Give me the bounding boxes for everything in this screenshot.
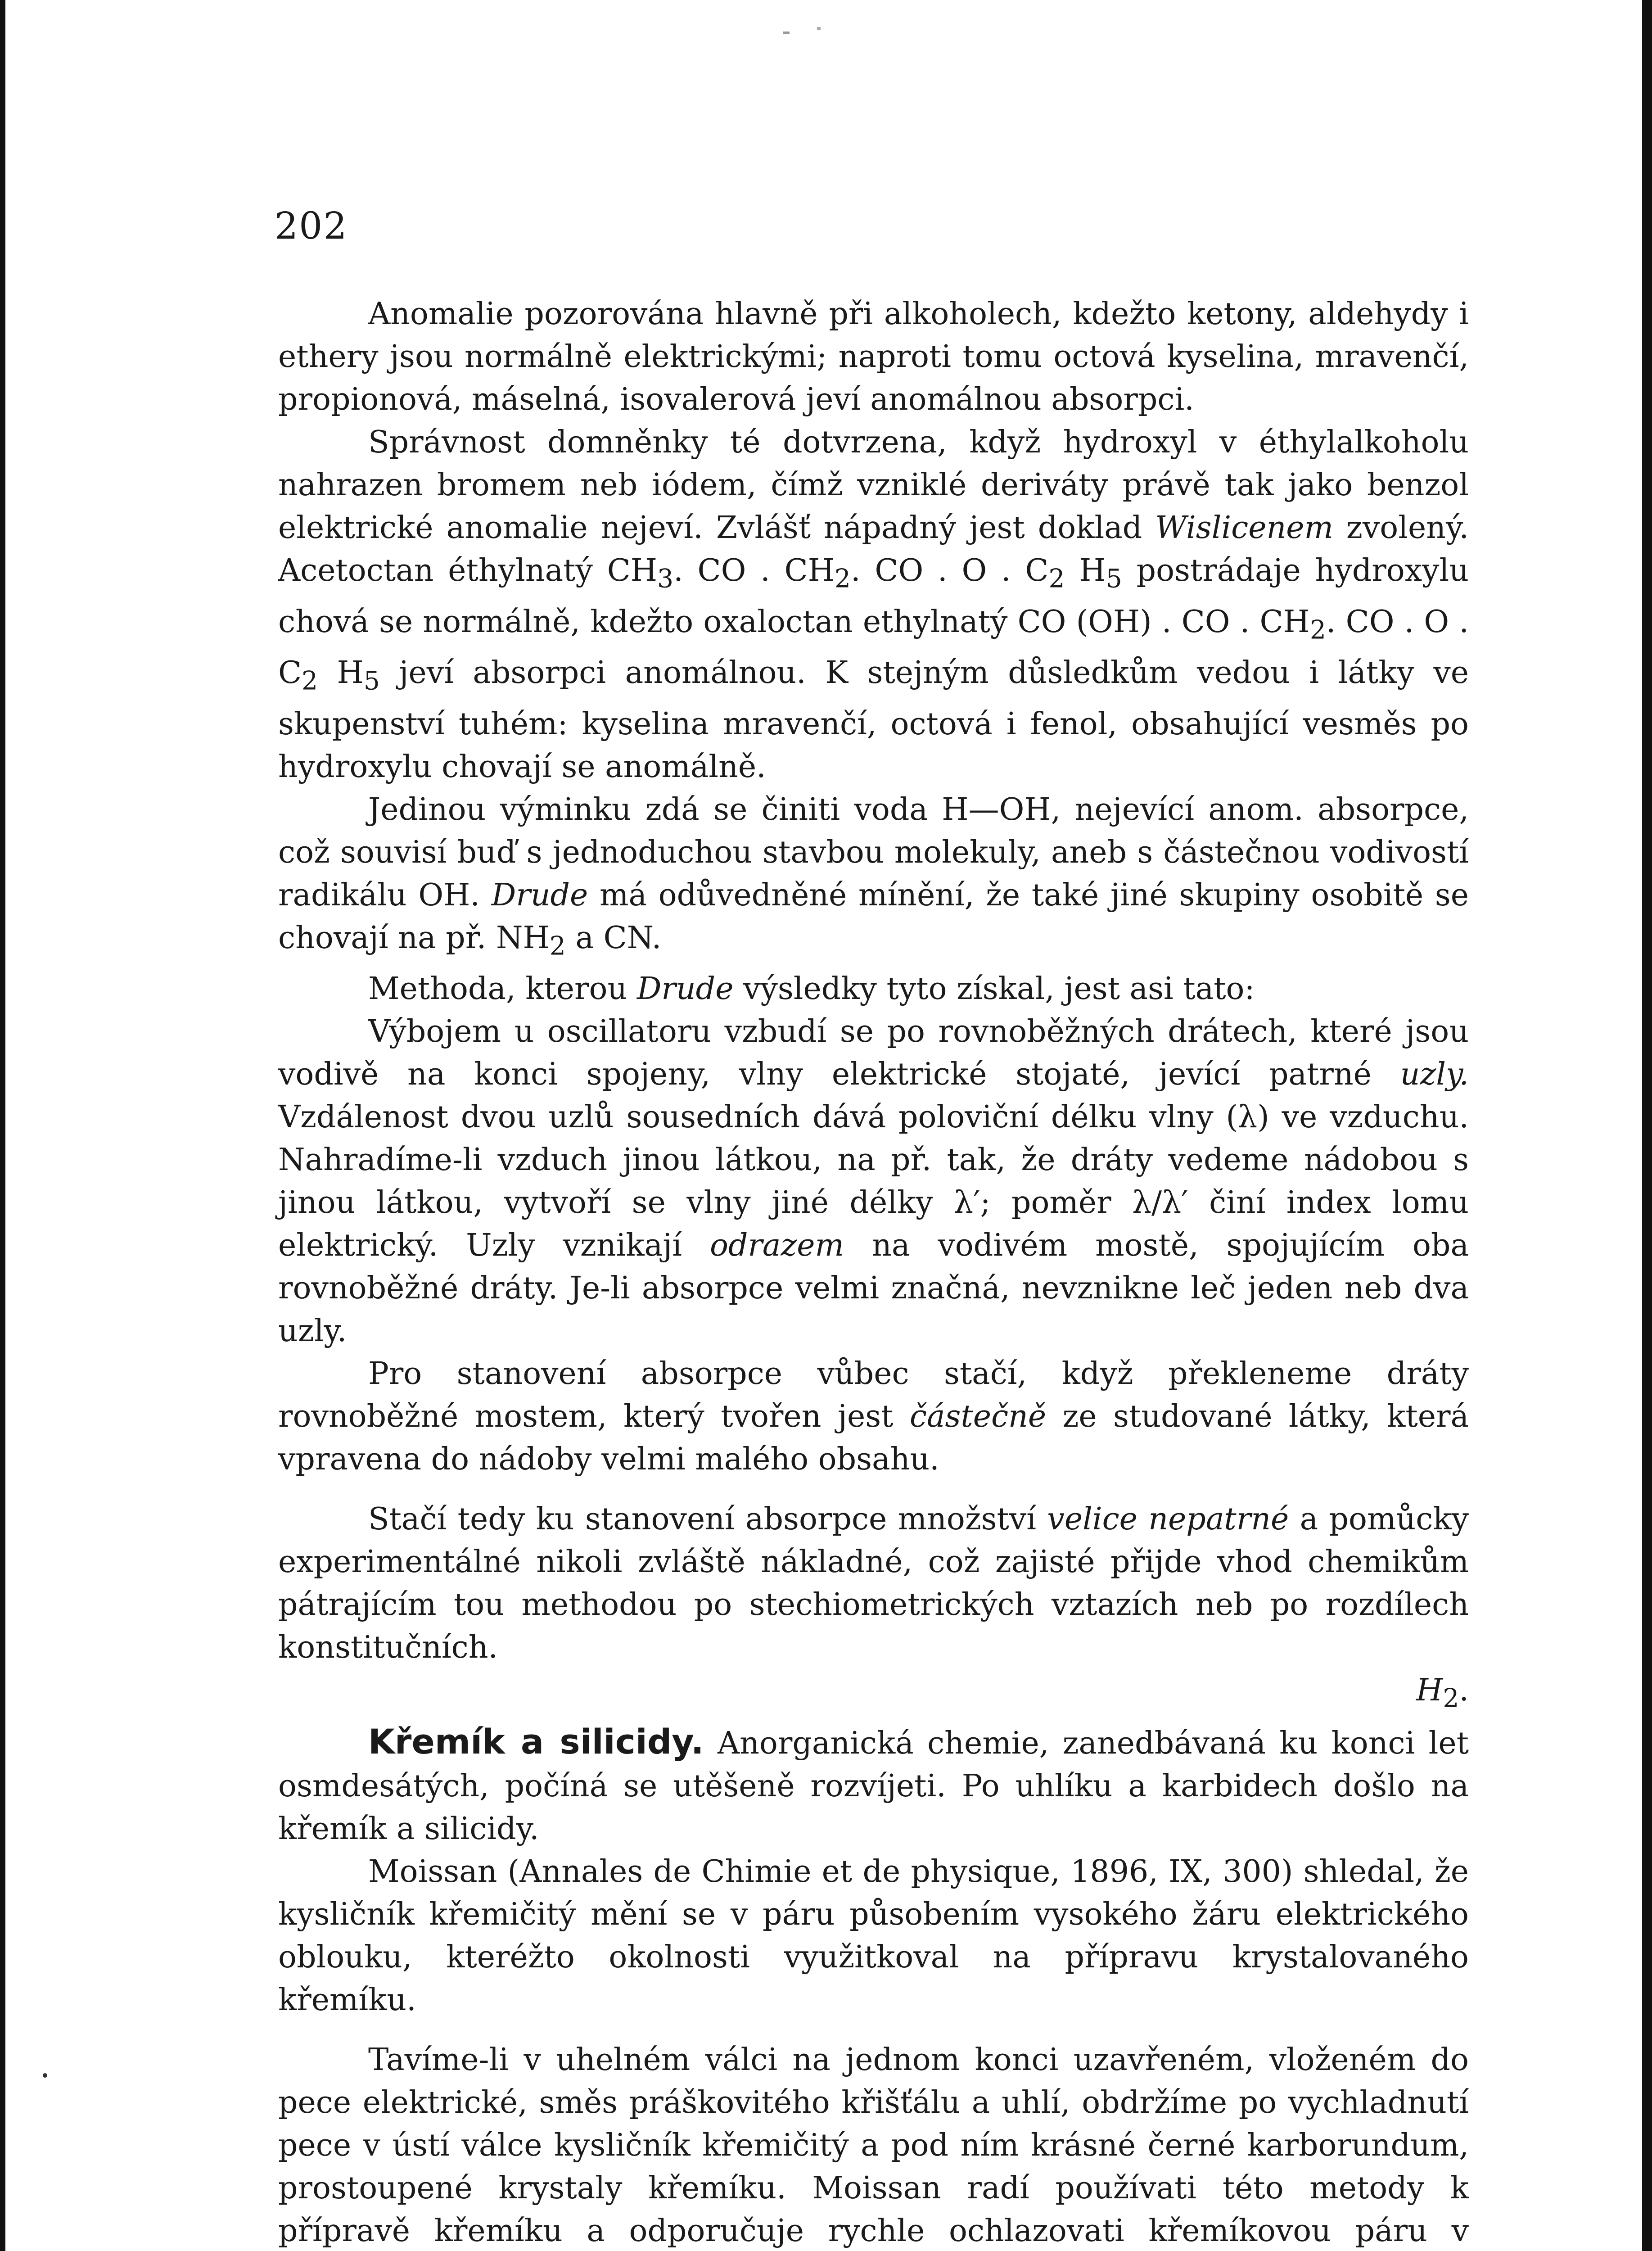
signature-dot: .	[1459, 1672, 1469, 1709]
person-name: Drude	[636, 971, 734, 1007]
paragraph-text: Stačí tedy ku stanovení absorpce množství	[368, 1501, 1047, 1537]
person-name: Wislicenem	[1155, 510, 1333, 546]
paragraph-text: Anorganická chemie, zanedbávaná ku konci let osmdesátých, počíná se utěšeně rozvíjeti. Po uhlíku a karbidech došlo na křemík a silicidy.	[278, 1725, 1469, 1847]
spacer	[278, 2021, 1469, 2039]
paragraph-text: výsledky tyto získal, jest asi tato:	[733, 971, 1255, 1007]
person-name: Drude	[491, 877, 588, 913]
body-text	[278, 293, 1469, 2251]
paragraph-text: má odůvedněné mínění, že také jiné skupiny osobitě se chovají na př. NH	[278, 877, 1469, 956]
paragraph-text: zvolený. Acetoctan éthylnatý CH	[278, 510, 1469, 588]
paragraph-text: Moissan (Annales de Chimie et de physique, 1896, IX, 300) shledal, že kysličník křemičitý mění se v páru působením vysokého žáru elektrického oblouku, kteréžto okolnosti využitkoval na přípravu krystalovaného křemíku.	[278, 1853, 1469, 2018]
paragraph-text: na vodivém mostě, spojujícím oba rovnoběžné dráty. Je-li absorpce velmi značná, nevznikne leč jeden neb dva uzly.	[278, 1228, 1469, 1349]
paragraph	[278, 293, 1469, 421]
paragraph-text: Methoda, kterou	[368, 971, 637, 1007]
signature-initial: H	[1416, 1672, 1443, 1709]
subscript: 2	[1048, 564, 1065, 594]
section-heading: Křemík a silicidy.	[368, 1721, 704, 1762]
emphasis: uzly.	[1400, 1057, 1469, 1093]
paragraph	[278, 967, 1469, 1010]
scan-border-left	[0, 0, 5, 2251]
paragraph-text: . CO . CH	[673, 553, 835, 588]
subscript: 2	[302, 666, 318, 696]
paragraph-text: Jedinou výminku zdá se činiti voda H—OH, nejevící anom. absorpce, což souvisí buď s jednoduchou stavbou molekuly, aneb s částečnou vodivostí radikálu OH.	[278, 791, 1469, 913]
page-number: 202	[275, 205, 348, 248]
scan-speck	[43, 2073, 47, 2078]
paragraph-text: Vzdálenost dvou uzlů sousedních dává poloviční délku vlny (λ) ve vzduchu. Nahradíme-li vzduch jinou látkou, na př. tak, že dráty vedeme nádobou s jinou látkou, vytvoří se vlny jiné délky λ′; poměr λ/λ′ činí index lomu elektrický. Uzly vznikají	[278, 1099, 1469, 1264]
scan-border-right	[1642, 0, 1652, 2251]
paragraph	[278, 421, 1469, 788]
subscript: 2	[834, 564, 851, 594]
paragraph-text: jeví absorpci anomálnou. K stejným důsledkům vedou i látky ve skupenství tuhém: kyselina mravenčí, octová i fenol, obsahující vesměs po hydroxylu chovají se anomálně.	[278, 655, 1469, 785]
paragraph-text: Anomalie pozorována hlavně při alkoholech, kdežto ketony, aldehydy i ethery jsou normálně elektrickými; naproti tomu octová kyselina, mravenčí, propionová, máselná, isovalerová jeví anomálnou absorpci.	[278, 296, 1469, 417]
paragraph	[278, 1850, 1469, 2021]
paragraph-text: a pomůcky experimentálné nikoli zvláště nákladné, což zajisté přijde vhod chemikům pátrajícím tou methodou po stechiometrických vztazích neb po rozdílech konstitučních.	[278, 1501, 1469, 1666]
paragraph-text: . CO . O . C	[850, 553, 1049, 588]
emphasis: velice nepatrné	[1047, 1501, 1289, 1537]
subscript: 5	[363, 666, 380, 696]
paragraph-text: . CO . O . C	[278, 604, 1469, 691]
paragraph	[278, 788, 1469, 968]
paragraph-text: ze studované látky, která vpravena do nádoby velmi malého obsahu.	[278, 1399, 1469, 1478]
subscript: 3	[657, 564, 674, 594]
paragraph-text: Pro stanovení absorpce vůbec stačí, když překleneme dráty rovnoběžné mostem, který tvořen jest	[278, 1356, 1469, 1435]
paragraph-text: H	[318, 655, 364, 691]
paragraph-text: Správnost domněnky té dotvrzena, když hydroxyl v éthylalkoholu nahrazen bromem neb iódem, čímž vzniklé deriváty právě tak jako benzol elektrické anomalie nejeví. Zvlášť nápadný jest doklad	[278, 425, 1469, 546]
paragraph-text: Tavíme-li v uhelném válci na jednom konci uzavřeném, vloženém do pece elektrické, směs práškovitého křišťálu a uhlí, obdržíme po vychladnutí pece v ústí válce kysličník křemičitý a pod ním krásné černé karborundum, prostoupené krystaly křemíku. Moissan radí používati této metody k přípravě křemíku a odporučuje rychle ochlazovati křemíkovou páru v	[278, 2042, 1469, 2249]
author-signature	[278, 1669, 1469, 1720]
paragraph-text: H	[1065, 553, 1106, 588]
paragraph-text: a CN.	[565, 920, 662, 956]
spacer	[278, 1481, 1469, 1498]
paragraph	[278, 1010, 1469, 1352]
emphasis: částečně	[909, 1399, 1047, 1435]
scan-speck	[783, 32, 790, 34]
paragraph	[278, 1498, 1469, 1669]
scan-speck	[817, 27, 821, 30]
emphasis: odrazem	[709, 1228, 844, 1264]
paragraph	[278, 2039, 1469, 2251]
paragraph	[278, 1352, 1469, 1481]
paragraph	[278, 1720, 1469, 1850]
subscript: 2	[1309, 615, 1326, 645]
subscript: 2	[549, 931, 566, 961]
paragraph-text: Výbojem u oscillatoru vzbudí se po rovnoběžných drátech, které jsou vodivě na konci spojeny, vlny elektrické stojaté, jevící patrné	[278, 1014, 1469, 1093]
paragraph-text: postrádaje hydroxylu chová se normálně, kdežto oxaloctan ethylnatý CO (OH) . CO . CH	[278, 553, 1469, 640]
subscript: 5	[1106, 564, 1122, 594]
subscript: 2	[1443, 1683, 1459, 1713]
